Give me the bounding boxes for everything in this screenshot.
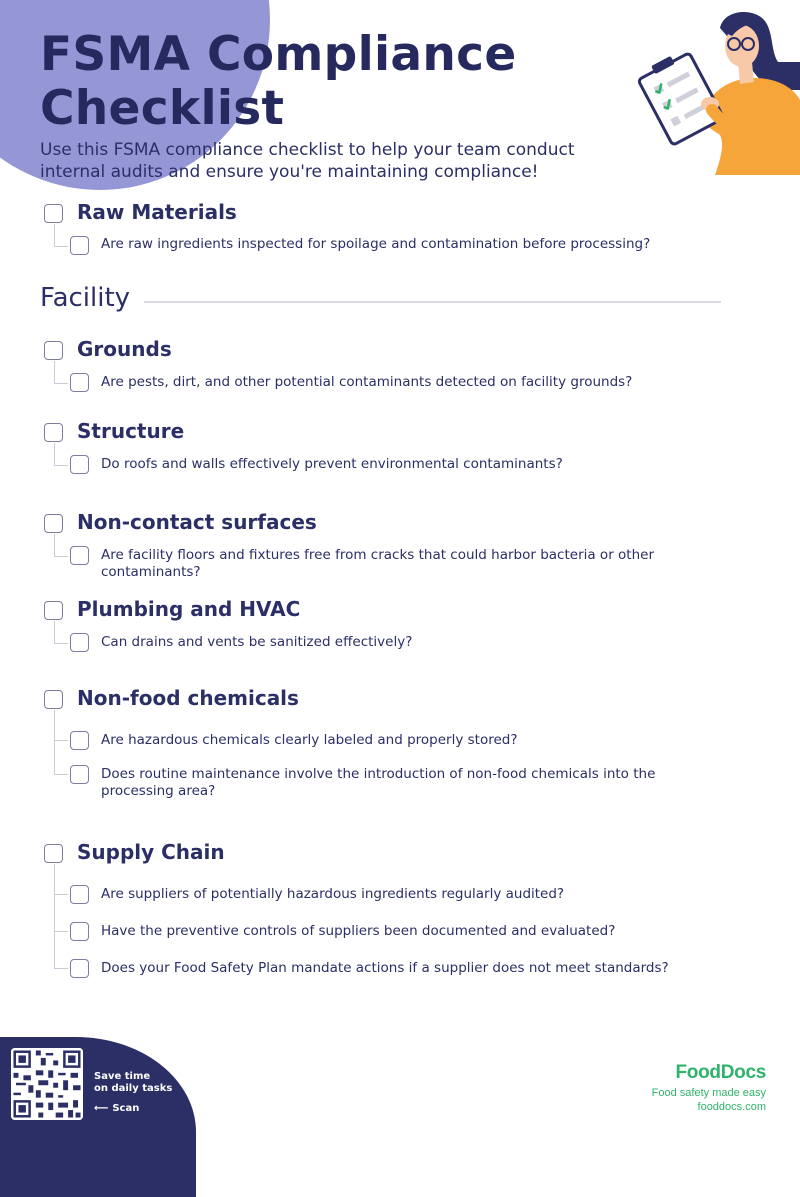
title-line-2: Checklist: [40, 81, 285, 136]
checklist-item: Are raw ingredients inspected for spoilage and contamination before processing?: [101, 236, 651, 252]
tree-branch: [54, 383, 68, 384]
tree-connector: [54, 361, 55, 383]
checklist-item: Are pests, dirt, and other potential contaminants detected on facility grounds?: [101, 374, 633, 390]
brand-url-link[interactable]: fooddocs.com: [697, 1101, 766, 1113]
checklist-item: Does routine maintenance involve the introduction of non-food chemicals into the processing area?: [101, 766, 656, 799]
tree-connector: [54, 443, 55, 465]
tree-connector: [54, 224, 55, 246]
tree-connector: [54, 864, 55, 968]
tree-branch: [54, 894, 68, 895]
checkbox-icon[interactable]: [70, 765, 89, 784]
group-title: Non-food chemicals: [77, 686, 299, 710]
checkbox-icon[interactable]: [44, 204, 63, 223]
tree-branch: [54, 246, 68, 247]
tree-branch: [54, 774, 68, 775]
checklist-item: Does your Food Safety Plan mandate actions if a supplier does not meet standards?: [101, 960, 669, 976]
checkbox-icon[interactable]: [70, 455, 89, 474]
tree-branch: [54, 931, 68, 932]
brand-tagline: Food safety made easy: [651, 1087, 766, 1099]
checkbox-icon[interactable]: [70, 922, 89, 941]
checklist-item: Are facility floors and fixtures free from cracks that could harbor bacteria or other contaminants?: [101, 547, 654, 580]
checkbox-icon[interactable]: [44, 514, 63, 533]
tree-branch: [54, 968, 68, 969]
section-title: Facility: [40, 283, 131, 313]
checkbox-icon[interactable]: [70, 373, 89, 392]
checkbox-icon[interactable]: [44, 341, 63, 360]
intro-text: Use this FSMA compliance checklist to help your team conduct internal audits and ensure you're maintaining compliance!: [40, 140, 575, 182]
tree-branch: [54, 465, 68, 466]
checkbox-icon[interactable]: [44, 690, 63, 709]
checkbox-icon[interactable]: [70, 731, 89, 750]
tree-branch: [54, 740, 68, 741]
tree-connector: [54, 710, 55, 774]
checkbox-icon[interactable]: [44, 844, 63, 863]
group-title: Supply Chain: [77, 840, 225, 864]
checkbox-icon[interactable]: [70, 633, 89, 652]
checklist-item: Are suppliers of potentially hazardous ingredients regularly audited?: [101, 886, 565, 902]
brand-logo: FoodDocs: [675, 1062, 766, 1083]
checklist-item: Have the preventive controls of suppliers been documented and evaluated?: [101, 923, 616, 939]
promo-line-1: Save time: [94, 1071, 151, 1082]
group-title: Non-contact surfaces: [77, 510, 317, 534]
footer-promo-text: [94, 1071, 184, 1095]
checkbox-icon[interactable]: [70, 546, 89, 565]
promo-line-2: on daily tasks: [94, 1083, 173, 1094]
scan-label: [94, 1103, 139, 1114]
arrow-left-icon: ⟵: [94, 1103, 109, 1114]
group-title: Raw Materials: [77, 200, 237, 224]
tree-connector: [54, 534, 55, 556]
checklist-item: Can drains and vents be sanitized effectively?: [101, 634, 413, 650]
group-title: Grounds: [77, 337, 172, 361]
checkbox-icon[interactable]: [70, 959, 89, 978]
brand-block: [652, 1062, 766, 1114]
group-title: Structure: [77, 419, 185, 443]
checkbox-icon[interactable]: [44, 423, 63, 442]
checkbox-icon[interactable]: [70, 236, 89, 255]
checkbox-icon[interactable]: [44, 601, 63, 620]
qr-code[interactable]: [11, 1048, 83, 1120]
tree-connector: [54, 621, 55, 643]
checkbox-icon[interactable]: [70, 885, 89, 904]
scan-text: Scan: [112, 1103, 140, 1114]
page-title: [40, 28, 517, 136]
checklist-item: Are hazardous chemicals clearly labeled and properly stored?: [101, 732, 518, 748]
section-divider: [144, 301, 721, 303]
title-line-1: FSMA Compliance: [40, 27, 517, 82]
clipboard-illustration: [620, 0, 800, 175]
tree-branch: [54, 556, 68, 557]
checklist-item: Do roofs and walls effectively prevent environmental contaminants?: [101, 456, 563, 472]
group-title: Plumbing and HVAC: [77, 597, 301, 621]
tree-branch: [54, 643, 68, 644]
